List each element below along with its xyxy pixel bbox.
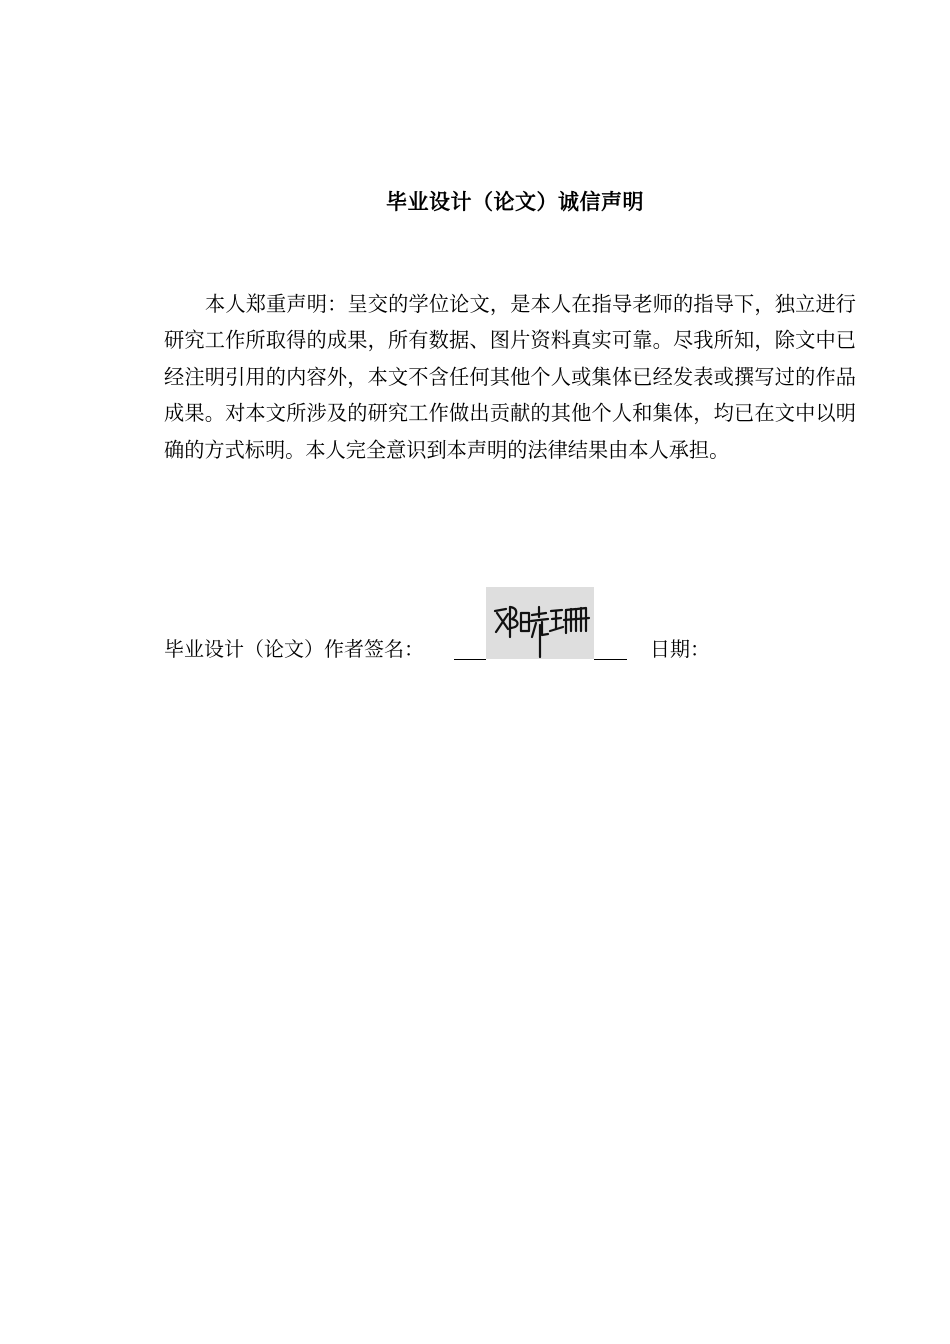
declaration-body: 本人郑重声明：呈交的学位论文，是本人在指导老师的指导下，独立进行研究工作所取得的成果，所有数据、图片资料真实可靠。尽我所知，除文中已经注明引用的内容外，本文不含任何其他个人或集体已经发表或撰写过的作品成果。对本文所涉及的研究工作做出贡献的其他个人和集体，均已在文中以明确的方式标明。本人完全意识到本声明的法律结果由本人承担。 (164, 292, 856, 462)
signature-drawing (486, 587, 594, 659)
handwritten-signature (486, 587, 594, 659)
signature-blank-left (454, 659, 486, 660)
page-title: 毕业设计（论文）诚信声明 (386, 190, 644, 214)
date-label: 日期： (650, 637, 710, 661)
signature-blank-right (594, 659, 627, 660)
author-signature-label: 毕业设计（论文）作者签名： (164, 637, 424, 661)
